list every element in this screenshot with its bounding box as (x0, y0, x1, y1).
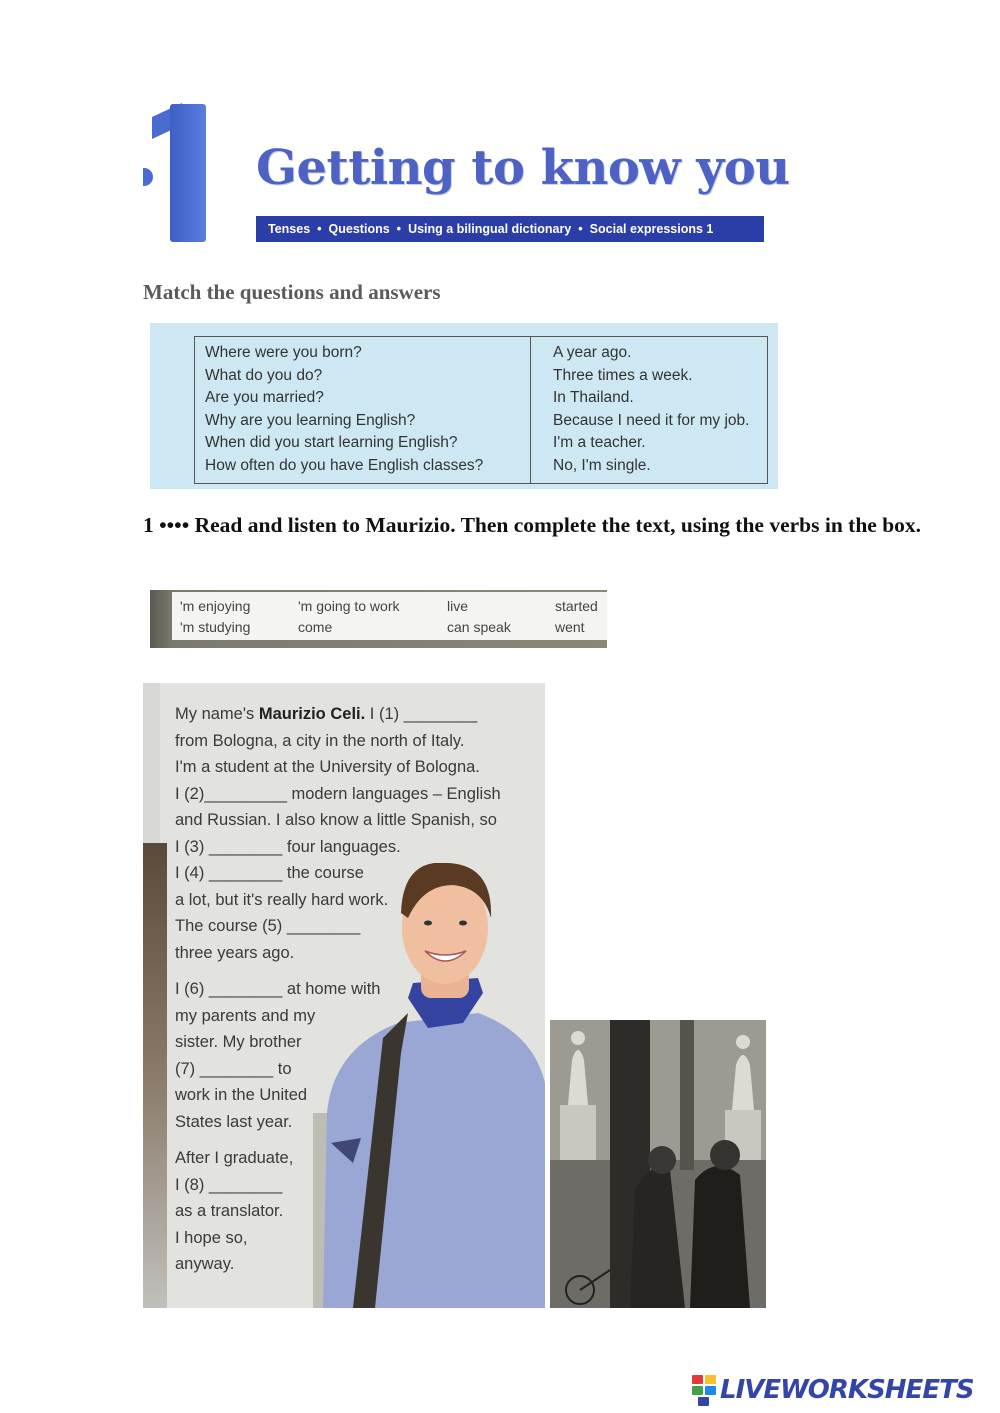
reading-line: and Russian. I also know a little Spanish, so (175, 811, 497, 829)
question-item[interactable]: What do you do? (205, 366, 323, 384)
verb-option: 'm going to work (298, 598, 400, 614)
match-panel (150, 323, 778, 489)
topics-bar: Tenses • Questions • Using a bilingual dictionary • Social expressions 1 (256, 216, 764, 242)
gap-2[interactable]: I (2)_________ modern languages – English (175, 784, 501, 803)
reading-line: a lot, but it's really hard work. (175, 890, 389, 909)
verb-option: come (298, 619, 333, 635)
reading-line: work in the United (175, 1086, 308, 1104)
gap-6[interactable]: I (6) ________ at home with (175, 980, 381, 998)
reading-line: my parents and my (175, 1006, 316, 1025)
topic-item: Social expressions 1 (589, 222, 714, 236)
brand-cubes-icon (692, 1375, 718, 1405)
reading-photo (143, 683, 545, 1308)
verb-option: can speak (447, 619, 511, 635)
question-item[interactable]: When did you start learning English? (205, 434, 458, 452)
gap-4[interactable]: I (4) ________ the course (175, 864, 364, 882)
reading-line: anyway. (175, 1255, 235, 1273)
page-title: Getting to know you (256, 140, 790, 196)
verb-option: 'm studying (180, 619, 251, 635)
brand-logo (692, 1373, 974, 1407)
reading-name: Maurizio Celi. (258, 705, 366, 723)
answer-item[interactable]: A year ago. (553, 344, 632, 361)
reading-line: I'm a student at the University of Bologna. (175, 758, 480, 776)
answer-item[interactable]: Three times a week. (553, 366, 693, 384)
verb-box-strip (150, 590, 607, 648)
reading-line: sister. My brother (175, 1033, 302, 1051)
reading-line: as a translator. (175, 1202, 284, 1220)
topic-item: Using a bilingual dictionary (408, 222, 572, 236)
reading-paragraph (175, 701, 535, 966)
reading-line: three years ago. (175, 943, 295, 962)
reading-paragraph (175, 976, 535, 1135)
verb-option: started (555, 598, 598, 614)
topic-item: Tenses (268, 222, 311, 236)
gap-7[interactable]: (7) ________ to (175, 1059, 292, 1078)
answer-item[interactable]: No, I'm single. (553, 456, 651, 474)
answer-item[interactable]: In Thailand. (553, 389, 634, 407)
match-table (194, 336, 768, 484)
topic-item: Questions (328, 222, 390, 236)
reading-text-run: My name's (175, 705, 259, 723)
verb-option: live (447, 598, 469, 614)
reading-text (175, 701, 535, 1288)
question-item[interactable]: How often do you have English classes? (205, 456, 484, 474)
verb-option: 'm enjoying (180, 598, 251, 614)
exercise1-heading: 1 •••• Read and listen to Maurizio. Then complete the text, using the verbs in the box. (143, 513, 922, 537)
reading-line: After I graduate, (175, 1149, 294, 1167)
question-item[interactable]: Why are you learning English? (205, 411, 416, 429)
verb-option: went (555, 619, 585, 635)
verb-box (172, 592, 607, 640)
questions-column (195, 337, 531, 483)
reading-line: I hope so, (175, 1228, 248, 1247)
unit-number-graphic (148, 100, 210, 245)
brand-name: LIVEWORKSHEETS (720, 1375, 974, 1405)
reading-line: from Bologna, a city in the north of Italy. (175, 731, 465, 750)
answer-item[interactable]: I'm a teacher. (553, 434, 646, 452)
match-heading: Match the questions and answers (143, 280, 441, 304)
question-item[interactable]: Where were you born? (205, 344, 362, 361)
answers-column (531, 337, 767, 483)
answer-item[interactable]: Because I need it for my job. (553, 411, 750, 429)
gap-5[interactable]: The course (5) ________ (175, 917, 361, 935)
reading-paragraph (175, 1145, 535, 1278)
reading-line: States last year. (175, 1112, 293, 1131)
gap-3[interactable]: I (3) ________ four languages. (175, 837, 401, 856)
courtyard-photo (550, 1020, 766, 1308)
gap-1[interactable]: I (1) ________ (365, 705, 478, 723)
gap-8[interactable]: I (8) ________ (175, 1175, 283, 1194)
question-item[interactable]: Are you married? (205, 389, 324, 407)
